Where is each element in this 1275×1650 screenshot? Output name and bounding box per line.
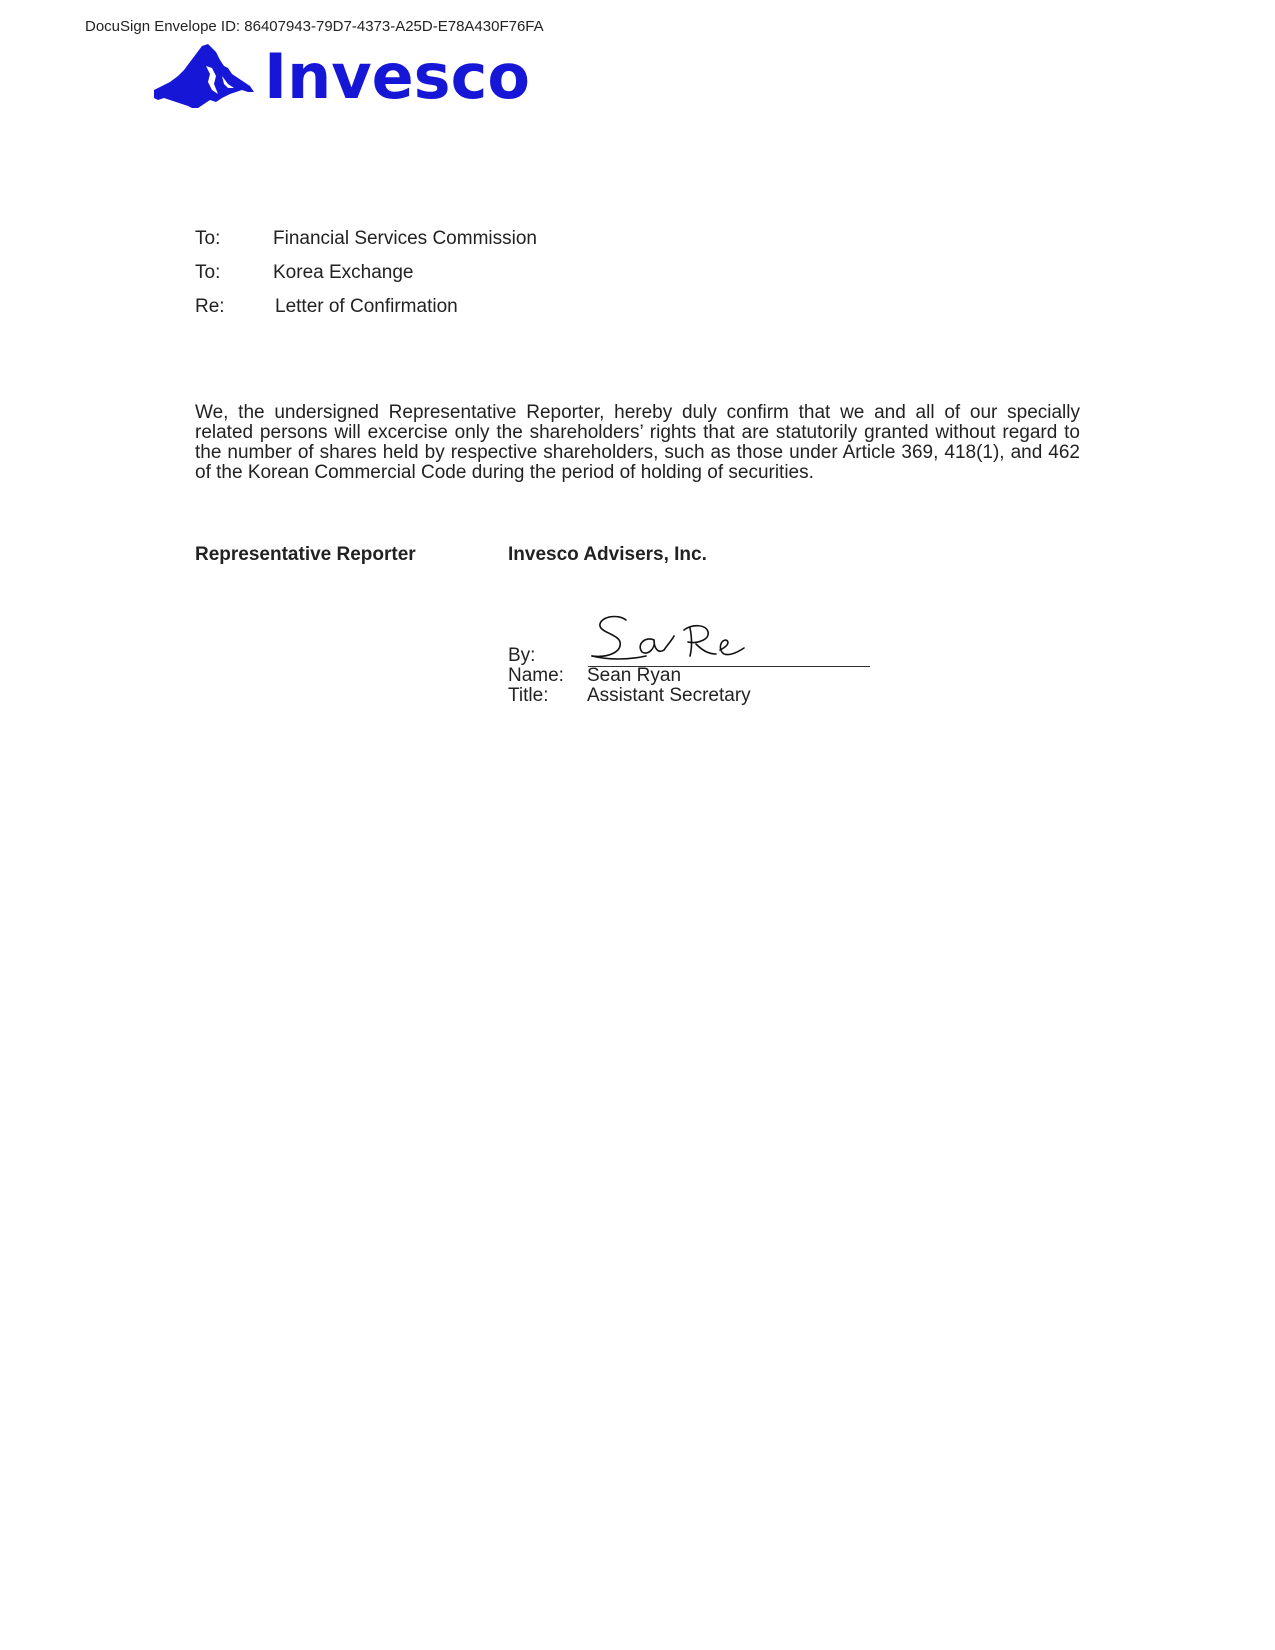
re-label: Re: <box>195 296 225 317</box>
to-value-1: Financial Services Commission <box>273 228 537 249</box>
logo-wordmark: Invesco <box>264 40 530 112</box>
to-label-1: To: <box>195 228 221 249</box>
re-value: Letter of Confirmation <box>275 296 458 317</box>
invesco-logo <box>152 40 532 112</box>
docusign-envelope-id: DocuSign Envelope ID: 86407943-79D7-4373-A25D-E78A430F76FA <box>85 18 544 35</box>
representative-reporter-label: Representative Reporter <box>195 544 416 565</box>
handwritten-signature <box>588 610 878 670</box>
title-value: Assistant Secretary <box>587 685 751 706</box>
name-value: Sean Ryan <box>587 665 682 686</box>
to-value-2: Korea Exchange <box>273 262 414 283</box>
title-label: Title: <box>508 685 549 706</box>
company-name: Invesco Advisers, Inc. <box>508 544 707 565</box>
to-label-2: To: <box>195 262 221 283</box>
confirmation-paragraph: We, the undersigned Representative Reporter, hereby duly confirm that we and all of our specially related persons will excercise only the shareholders’ rights that are statutorily granted without regard to the number of shares held by respective shareholders, such as those under Article 369, 418(1), and 462 of the Korean Commercial Code during the period of holding of securities. <box>195 402 1080 483</box>
mountain-logo-icon <box>154 44 254 108</box>
by-label: By: <box>508 645 536 666</box>
name-label: Name: <box>508 665 564 686</box>
